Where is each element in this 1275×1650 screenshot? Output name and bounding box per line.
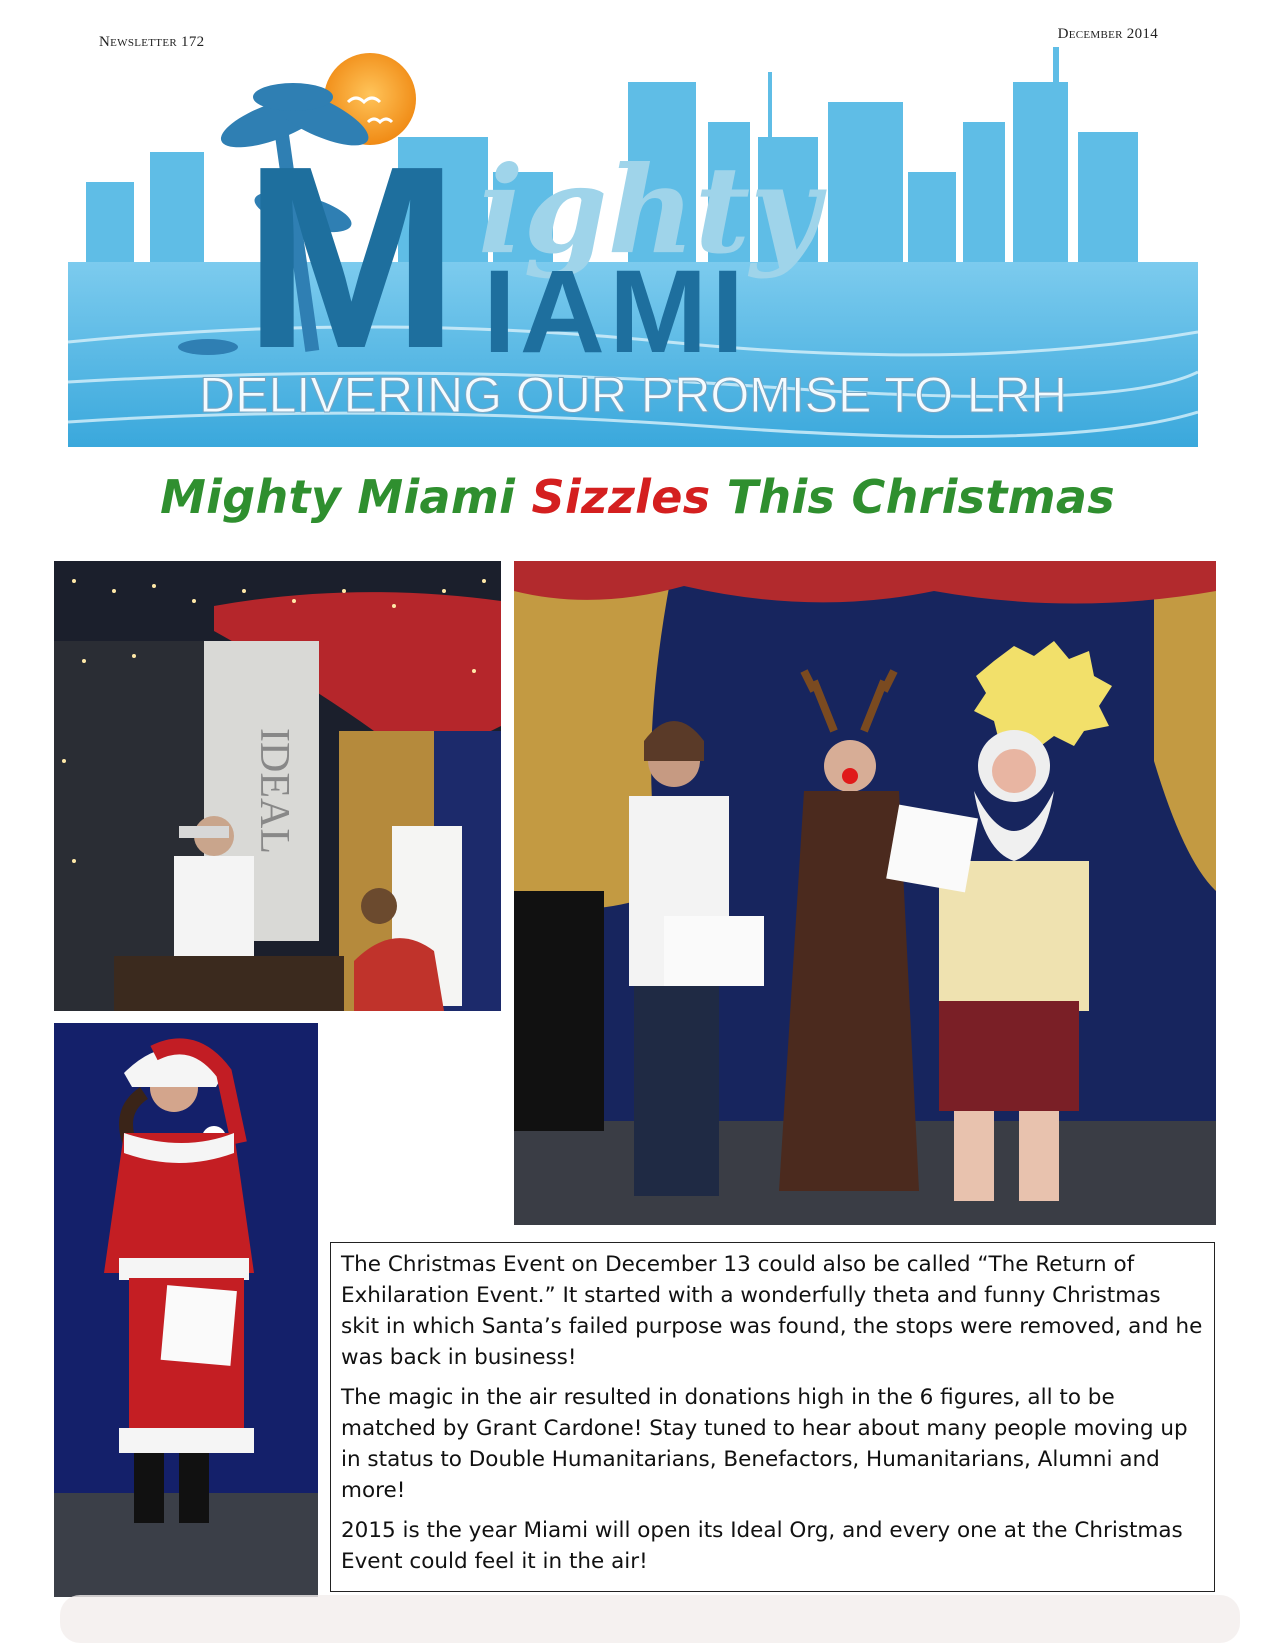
photo-christmas-skit xyxy=(514,561,1216,1225)
newsletter-number: Newsletter 172 xyxy=(99,34,205,50)
page-headline xyxy=(0,470,1275,524)
text-shadow-decoration xyxy=(60,1595,1240,1643)
newsletter-date: December 2014 xyxy=(1057,26,1158,42)
story-paragraph: The magic in the air resulted in donations high in the 6 figures, all to be matched by Grant Cardone! Stay tuned to hear about many people moving up in status to Double Humanitarians, Benefactors, Humanitarians, Alumni and more! xyxy=(341,1385,1188,1503)
headline-part-2: Sizzles xyxy=(531,470,711,524)
masthead-logo xyxy=(68,42,1198,447)
headline-part-3: This Christmas xyxy=(710,470,1115,524)
logo-letter-m: M xyxy=(243,113,460,403)
mighty-miami-logo xyxy=(68,42,1198,447)
headline-part-1: Mighty Miami xyxy=(160,470,532,524)
story-text-box xyxy=(330,1242,1215,1592)
logo-word-miami: IAMI xyxy=(483,246,749,378)
masthead-tagline: DELIVERING OUR PROMISE TO LRH xyxy=(199,367,1067,423)
photo-podium-speaker xyxy=(54,561,501,1011)
banner-text: IDEAL xyxy=(251,728,297,854)
logo-word-mighty: ighty xyxy=(478,140,820,281)
story-paragraph: 2015 is the year Miami will open its Ideal Org, and every one at the Christmas Event could feel it in the air! xyxy=(341,1518,1183,1574)
photo-mrs-claus xyxy=(54,1023,318,1597)
story-paragraph: The Christmas Event on December 13 could also be called “The Return of Exhilaration Event.” It started with a wonderfully theta and funny Christmas skit in which Santa’s failed purpose was found, the stops were removed, and he was back in business! xyxy=(341,1252,1203,1370)
